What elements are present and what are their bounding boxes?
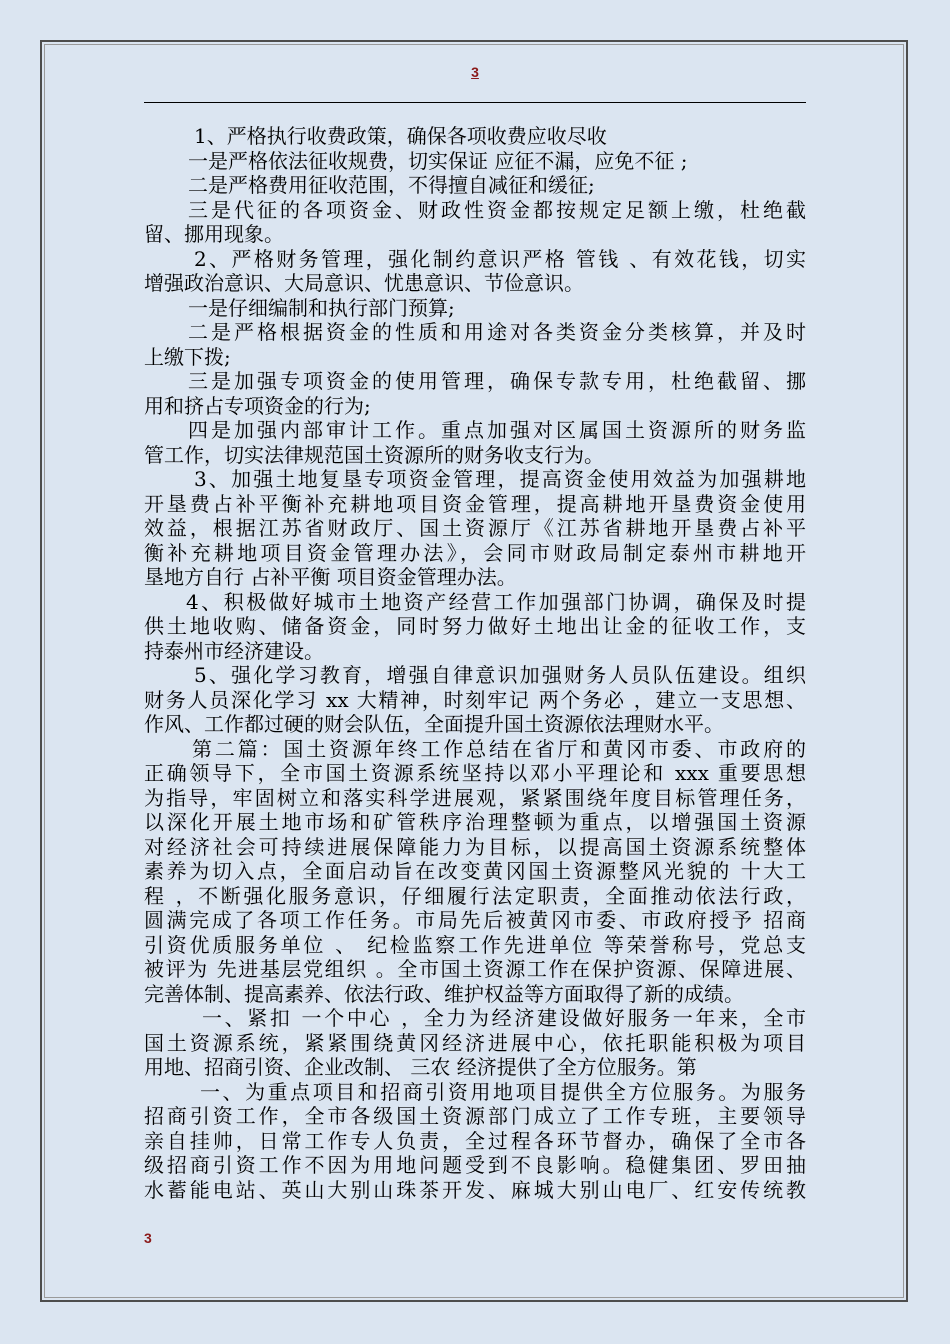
document-body <box>144 124 806 1224</box>
text-line: 完善体制、提高素养、依法行政、维护权益等方面取得了新的成绩。 <box>144 981 744 1006</box>
text-line: 2、严格财务管理，强化制约意识严格 管钱 、有效花钱，切实 <box>194 246 806 271</box>
text-line: 上缴下拨; <box>144 344 231 369</box>
text-line: 正确领导下，全市国土资源系统坚持以邓小平理论和 xxx 重要思想 <box>144 761 806 785</box>
text-line: 级招商引资工作不因为用地问题受到不良影响。稳健集团、罗田抽 <box>144 1153 806 1177</box>
text-line: 4、积极做好城市土地资产经营工作加强部门协调，确保及时提 <box>186 589 806 614</box>
text-line: 开垦费占补平衡补充耕地项目资金管理，提高耕地开垦费资金使用 <box>144 491 806 516</box>
text-line: 招商引资工作，全市各级国土资源部门成立了工作专班，主要领导 <box>144 1104 806 1128</box>
text-line: 增强政治意识、大局意识、忧患意识、节俭意识。 <box>144 271 584 295</box>
text-line: 1、严格执行收费政策，确保各项收费应收尽收 <box>194 124 607 148</box>
text-line: 持泰州市经济建设。 <box>144 638 324 663</box>
text-line: 用和挤占专项资金的行为; <box>144 393 371 418</box>
text-line: 5、强化学习教育，增强自律意识加强财务人员队伍建设。组织 <box>194 663 806 687</box>
text-line: 衡补充耕地项目资金管理办法》，会同市财政局制定泰州市耕地开 <box>144 540 806 565</box>
text-line: 供土地收购、储备资金，同时努力做好土地出让金的征收工作，支 <box>144 614 806 638</box>
text-line: 效益，根据江苏省财政厅、国土资源厅《江苏省耕地开垦费占补平 <box>144 516 806 540</box>
text-line: 用地、招商引资、企业改制、 三农 经济提供了全方位服务。第 <box>144 1055 697 1079</box>
text-line: 作风、工作都过硬的财会队伍，全面提升国土资源依法理财水平。 <box>144 712 724 736</box>
text-line: 三是加强专项资金的使用管理，确保专款专用，杜绝截留、挪 <box>188 369 806 393</box>
text-line: 程 ，不断强化服务意识，仔细履行法定职责，全面推动依法行政， <box>144 883 806 908</box>
text-line: 圆满完成了各项工作任务。市局先后被黄冈市委、市政府授予 招商 <box>144 908 806 932</box>
text-line: 财务人员深化学习 xx 大精神，时刻牢记 两个务必 ，建立一支思想、 <box>144 687 806 712</box>
text-line: 二是严格费用征收范围，不得擅自减征和缓征; <box>188 173 595 197</box>
text-line: 一是严格依法征收规费，切实保证 应征不漏，应免不征 ; <box>188 148 688 173</box>
text-line: 第二篇：国土资源年终工作总结在省厅和黄冈市委、市政府的 <box>192 736 806 761</box>
text-line: 素养为切入点，全面启动旨在改变黄冈国土资源整风光貌的 十大工 <box>144 859 806 883</box>
text-line: 二是严格根据资金的性质和用途对各类资金分类核算，并及时 <box>188 320 806 344</box>
text-line: 3、加强土地复垦专项资金管理，提高资金使用效益为加强耕地 <box>194 467 806 491</box>
text-line: 对经济社会可持续进展保障能力为目标，以提高国土资源系统整体 <box>144 834 806 859</box>
text-line: 为指导，牢固树立和落实科学进展观，紧紧围绕年度目标管理任务， <box>144 785 806 810</box>
text-line: 一、紧扣 一个中心 ，全力为经济建设做好服务一年来，全市 <box>202 1006 806 1030</box>
text-line: 以深化开展土地市场和矿管秩序治理整顿为重点，以增强国土资源 <box>144 810 806 834</box>
header-rule <box>144 102 806 103</box>
header-page-number: 3 <box>471 64 479 80</box>
text-line: 被评为 先进基层党组织 。全市国土资源工作在保护资源、保障进展、 <box>144 957 806 981</box>
text-line: 亲自挂帅，日常工作专人负责，全过程各环节督办，确保了全市各 <box>144 1128 806 1153</box>
text-line: 留、挪用现象。 <box>144 222 284 246</box>
footer-page-number: 3 <box>144 1230 152 1246</box>
text-line: 四是加强内部审计工作。重点加强对区属国土资源所的财务监 <box>188 418 806 442</box>
text-line: 一是仔细编制和执行部门预算; <box>188 295 455 320</box>
text-line: 水蓄能电站、英山大别山珠茶开发、麻城大别山电厂、红安传统教 <box>144 1177 806 1202</box>
text-line: 国土资源系统，紧紧围绕黄冈经济进展中心，依托职能积极为项目 <box>144 1030 806 1055</box>
text-line: 管工作，切实法律规范国土资源所的财务收支行为。 <box>144 442 604 467</box>
text-line: 三是代征的各项资金、财政性资金都按规定足额上缴，杜绝截 <box>188 197 806 222</box>
text-line: 垦地方自行 占补平衡 项目资金管理办法。 <box>144 565 517 589</box>
text-line: 一、为重点项目和招商引资用地项目提供全方位服务。为服务 <box>200 1079 806 1104</box>
text-line: 引资优质服务单位 、 纪检监察工作先进单位 等荣誉称号，党总支 <box>144 932 806 957</box>
